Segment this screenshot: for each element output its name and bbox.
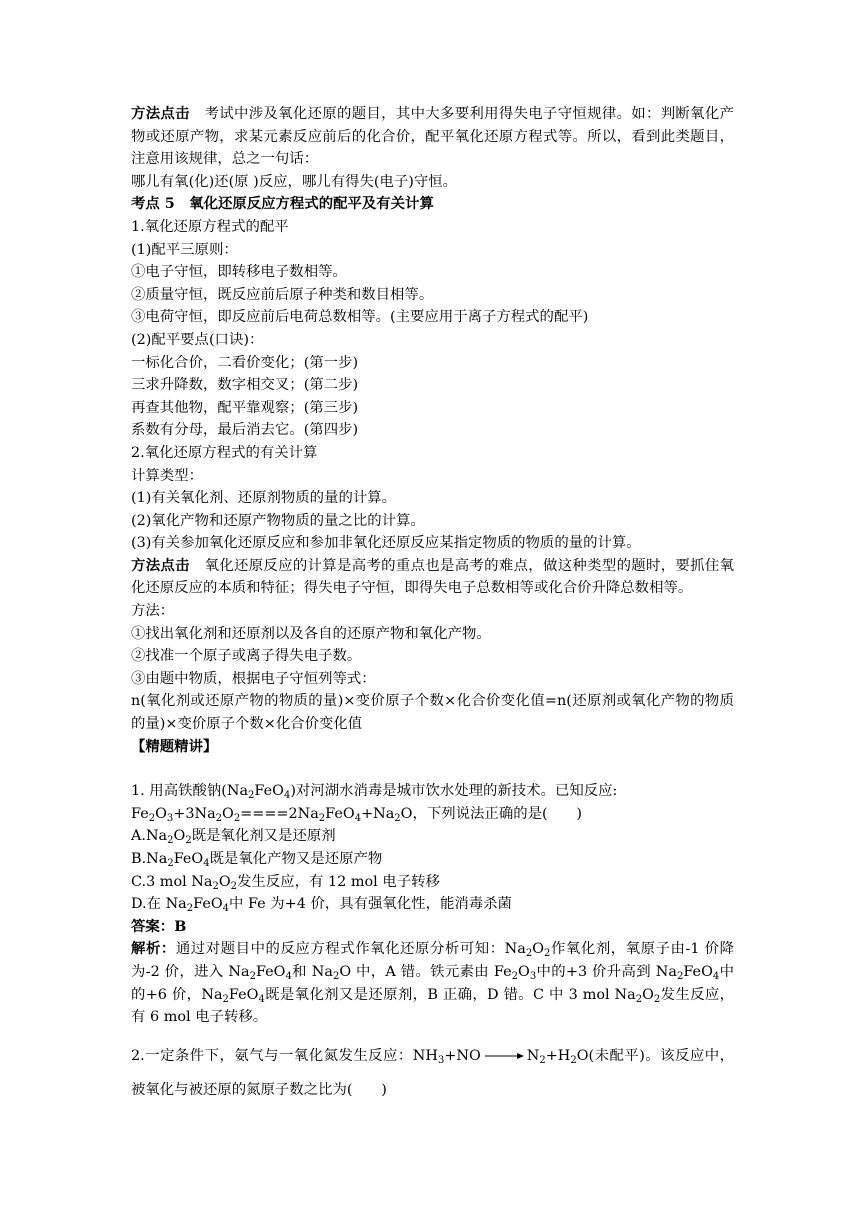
method-label: 方法： [131, 603, 175, 620]
rhyme-line: 哪儿有氧(化)还(原 )反应，哪儿有得失(电子)守恒。 [131, 173, 458, 190]
subsection-title-2: 2.氧化还原方程式的有关计算 [131, 444, 318, 461]
step-item: 系数有分母，最后消去它。(第四步) [131, 422, 359, 439]
subscript: 2 [570, 1054, 577, 1066]
text-run: 既是氧化产物又是还原产物 [209, 851, 383, 867]
subscript: 4 [258, 993, 265, 1005]
subscript: 2 [167, 858, 174, 869]
subscript: 2 [212, 880, 219, 892]
method-item: ①找出氧化剂和还原剂以及各自的还原产物和氧化产物。 [131, 625, 491, 642]
method-tip-text: 氧化还原反应的计算是高考的重点也是高考的难点，做这种类型的题时，要抓住氧化还原反应的本质和特征；得失电子守恒，即得失电子总数相等或化合价升降总数相等。 [131, 557, 734, 597]
analysis-paragraph [131, 938, 734, 1028]
text-run: B.Na [131, 851, 168, 867]
text-run: +H [545, 1047, 571, 1064]
question-2-stem [131, 1039, 734, 1107]
text-run: +3Na [173, 805, 216, 822]
text-run: FeO [325, 805, 355, 822]
subscript: 2 [332, 970, 340, 982]
text-run: 1. 用高铁酸钠(Na [131, 783, 249, 800]
subscript: 2 [233, 812, 241, 824]
conservation-formula: n(氧化剂或还原产物的物质的量)×变价原子个数×化合价变化值=n(还原剂或氧化产物的物质的量)×变价原子个数×化合价变化值 [131, 693, 734, 733]
text-run: O [642, 986, 654, 1003]
step-item: 三求升降数，数字相交叉；(第二步) [131, 377, 359, 394]
subscript: 2 [185, 835, 192, 847]
method-item: ③由题中物质，根据电子守恒列等式： [131, 670, 376, 687]
step-item: 再查其他物，配平靠观察；(第三步) [131, 399, 359, 416]
subsection-title-1: 1.氧化还原方程式的配平 [131, 218, 289, 235]
key-points-label: (2)配平要点(口诀)： [131, 331, 264, 348]
text-run: Fe [131, 805, 149, 822]
text-run: )对河湖水消毒是城市饮水处理的新技术。已知反应: [290, 783, 618, 800]
text-run: +Na [361, 805, 395, 822]
option-a [131, 825, 734, 848]
analysis-label: 解析： [131, 940, 176, 958]
text-run: 和 Na [291, 963, 333, 980]
text-run: 既是氧化剂又是还原剂，B 正确，D 错。C 中 3 mol Na [264, 986, 636, 1003]
method-item: ②找准一个原子或离子得失电子数。 [131, 648, 362, 665]
option-d [131, 893, 734, 916]
subscript: 2 [222, 993, 229, 1005]
text-run: O [532, 941, 545, 958]
section-heading: 考点 5 氧化还原反应方程式的配平及有关计算 [131, 195, 434, 213]
method-tip-text: 考试中涉及氧化还原的题目，其中大多要利用得失电子守恒规律。如：判断氧化产物或还原产物，求某元素反应前后的化合价，配平氧化还原方程式等。所以，看到此类题目，注意用该规律，总之一句话： [131, 106, 734, 168]
calc-type-item: (3)有关参加氧化还原反应和参加非氧化还原反应某指定物质的物质的量的计算。 [131, 535, 641, 552]
text-run: FeO [228, 986, 259, 1003]
calc-types-label: 计算类型： [131, 467, 203, 484]
subscript: 2 [186, 903, 194, 915]
text-run: FeO [255, 963, 286, 980]
examples-heading: 【精题精讲】 [131, 737, 218, 755]
text-run: FeO [193, 896, 223, 913]
text-run: 通过对题目中的反应方程式作氧化还原分析可知：Na [175, 941, 526, 958]
text-run: 中 Fe 为+4 价，具有强氧化性，能消毒杀菌 [229, 896, 512, 913]
subscript: 2 [318, 812, 326, 824]
principle-item: ②质量守恒，既反应前后原子种类和数目相等。 [131, 286, 434, 303]
method-tip-1 [131, 103, 734, 171]
method-tip-2 [131, 555, 734, 600]
text-run: O [518, 963, 530, 980]
question-1-equation [131, 803, 734, 826]
subscript: 4 [285, 970, 292, 982]
spacer [131, 1029, 734, 1039]
text-run: FeO [683, 963, 713, 980]
method-tip-label: 方法点击 [131, 556, 190, 574]
text-run: O [218, 873, 231, 890]
principle-item: ③电荷守恒，即反应前后电荷总数相等。(主要应用于离子方程式的配平) [131, 309, 589, 326]
subscript: 2 [394, 812, 401, 824]
text-run: 中的+6 价，Na [131, 963, 734, 1003]
text-run: D.在 Na [131, 896, 187, 913]
principles-label: (1)配平三原则： [131, 241, 238, 258]
subscript: 4 [222, 903, 230, 915]
text-run: O [173, 828, 186, 845]
subscript: 4 [354, 812, 362, 824]
principle-item: ①电子守恒，即转移电子数相等。 [131, 264, 347, 281]
text-run: O，下列说法正确的是( ) [400, 805, 582, 822]
text-run: 作氧化剂，氧原子由-1 价降为-2 价，进入 Na [131, 941, 734, 980]
text-run: 发生反应，有 6 mol 电子转移。 [131, 986, 734, 1026]
text-run: +NO [444, 1047, 481, 1064]
subscript: 2 [653, 993, 661, 1005]
subscript: 2 [167, 835, 174, 847]
answer-value: B [174, 917, 187, 935]
subscript: 4 [283, 790, 291, 802]
text-run: A.Na [131, 828, 168, 845]
text-run: N [526, 1047, 540, 1064]
text-run: 既是氧化剂又是还原剂 [191, 828, 336, 845]
text-run: 中的+3 价升高到 Na [536, 963, 677, 980]
subscript: 2 [525, 948, 533, 960]
spacer [131, 758, 734, 780]
subscript: 2 [676, 970, 684, 982]
subscript: 2 [511, 970, 518, 982]
answer-label: 答案： [131, 917, 175, 935]
text-run: ====2Na [240, 805, 319, 822]
text-run: O(未配平)。该反应中，被氧化与被还原的氮原子数之比为( ) [131, 1047, 735, 1098]
subscript: 2 [248, 790, 255, 802]
subscript: 3 [437, 1054, 445, 1066]
subscript: 3 [166, 812, 174, 824]
text-run: 发生反应，有 12 mol 电子转移 [237, 873, 440, 890]
option-c [131, 871, 734, 894]
document-page [131, 103, 734, 1107]
subscript: 2 [635, 993, 643, 1005]
subscript: 4 [203, 858, 210, 869]
reaction-arrow-icon [483, 1051, 525, 1061]
question-1-stem [131, 780, 734, 803]
subscript: 2 [230, 880, 238, 892]
text-run: O [222, 805, 234, 822]
text-run: FeO [254, 783, 284, 800]
text-run: 2.一定条件下，氨气与一氧化氮发生反应：NH [131, 1047, 438, 1064]
calc-type-item: (2)氧化产物和还原产物物质的量之比的计算。 [131, 512, 425, 529]
text-run: O 中，A 错。铁元素由 Fe [339, 963, 512, 980]
method-tip-label: 方法点击 [131, 105, 190, 122]
step-item: 一标化合价，二看价变化；(第一步) [131, 354, 359, 371]
calc-type-item: (1)有关氧化剂、还原剂物质的量的计算。 [131, 490, 397, 507]
text-run: FeO [173, 851, 204, 867]
answer-line [131, 916, 734, 939]
text-run: C.3 mol Na [131, 873, 213, 890]
option-b [131, 848, 734, 871]
subscript: 2 [249, 970, 256, 982]
subscript: 2 [544, 948, 551, 960]
subscript: 4 [712, 970, 720, 982]
subscript: 2 [215, 812, 223, 824]
subscript: 2 [539, 1054, 546, 1066]
subscript: 3 [529, 970, 537, 982]
text-run: O [155, 805, 167, 822]
subscript: 2 [148, 812, 156, 824]
